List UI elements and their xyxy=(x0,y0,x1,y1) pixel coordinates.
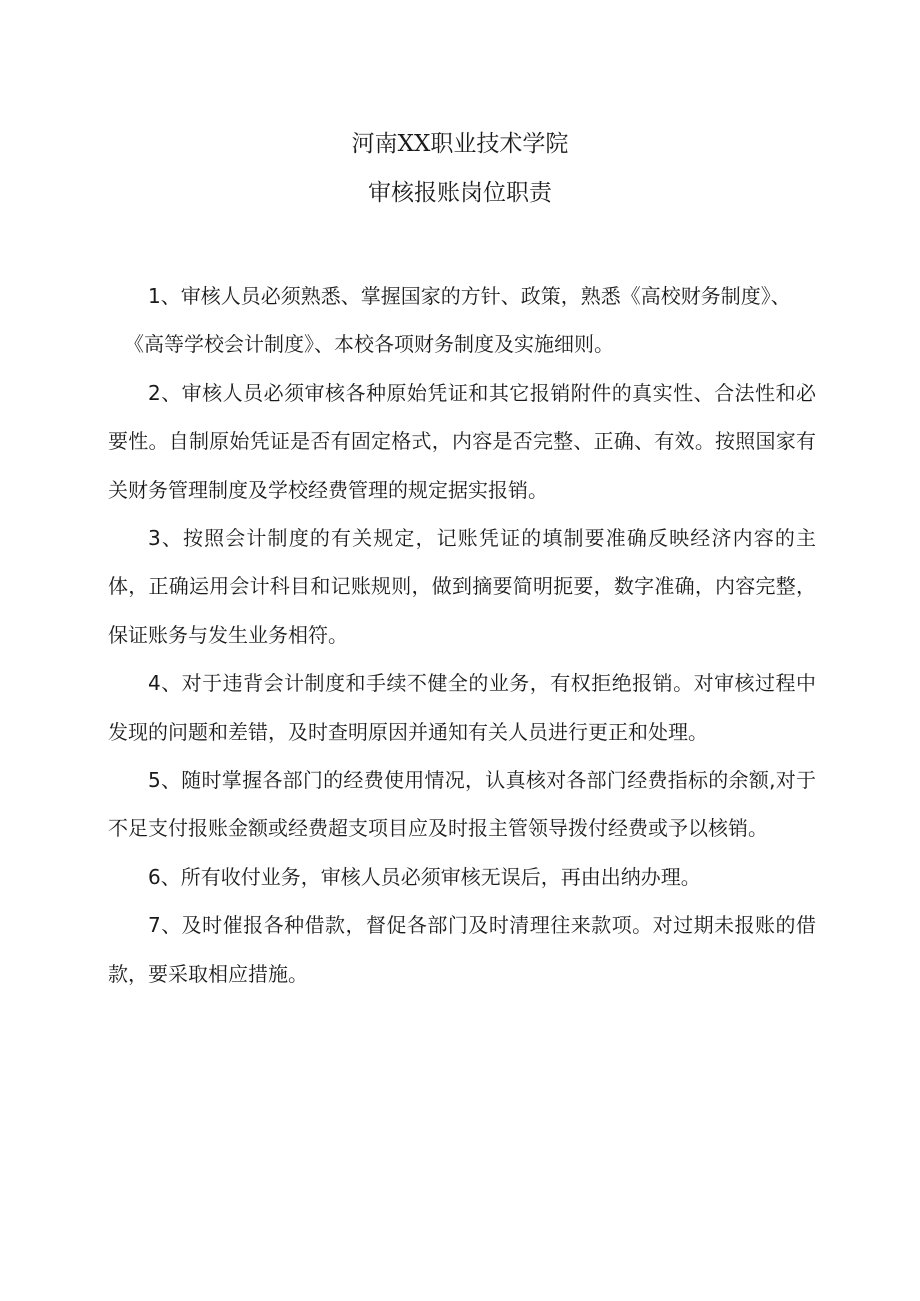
document-body xyxy=(108,272,816,998)
paragraph-4: 4、对于违背会计制度和手续不健全的业务，有权拒绝报销。对审核过程中发现的问题和差错，及时查明原因并通知有关人员进行更正和处理。 xyxy=(108,671,816,744)
paragraph-7: 7、及时催报各种借款，督促各部门及时清理往来款项。对过期未报账的借款，要采取相应措施。 xyxy=(108,913,816,986)
paragraph-3: 3、按照会计制度的有关规定，记账凭证的填制要准确反映经济内容的主体，正确运用会计科目和记账规则，做到摘要简明扼要，数字准确，内容完整，保证账务与发生业务相符。 xyxy=(108,526,816,647)
paragraph-5: 5、随时掌握各部门的经费使用情况，认真核对各部门经费指标的余额,对于不足支付报账金额或经费超支项目应及时报主管领导拨付经费或予以核销。 xyxy=(108,768,816,841)
paragraph-6: 6、所有收付业务，审核人员必须审核无误后，再由出纳办理。 xyxy=(148,864,701,889)
paragraph-1: 1、审核人员必须熟悉、掌握国家的方针、政策，熟悉《高校财务制度》、 xyxy=(148,284,791,308)
paragraph-1-continued: 《高等学校会计制度》、本校各项财务制度及实施细则。 xyxy=(124,332,614,357)
document-subtitle: 审核报账岗位职责 xyxy=(368,180,552,206)
document-title: 河南XX职业技术学院 xyxy=(351,131,569,157)
paragraph-2: 2、审核人员必须审核各种原始凭证和其它报销附件的真实性、合法性和必要性。自制原始凭证是否有固定格式，内容是否完整、正确、有效。按照国家有关财务管理制度及学校经费管理的规定据实报销。 xyxy=(108,380,816,502)
